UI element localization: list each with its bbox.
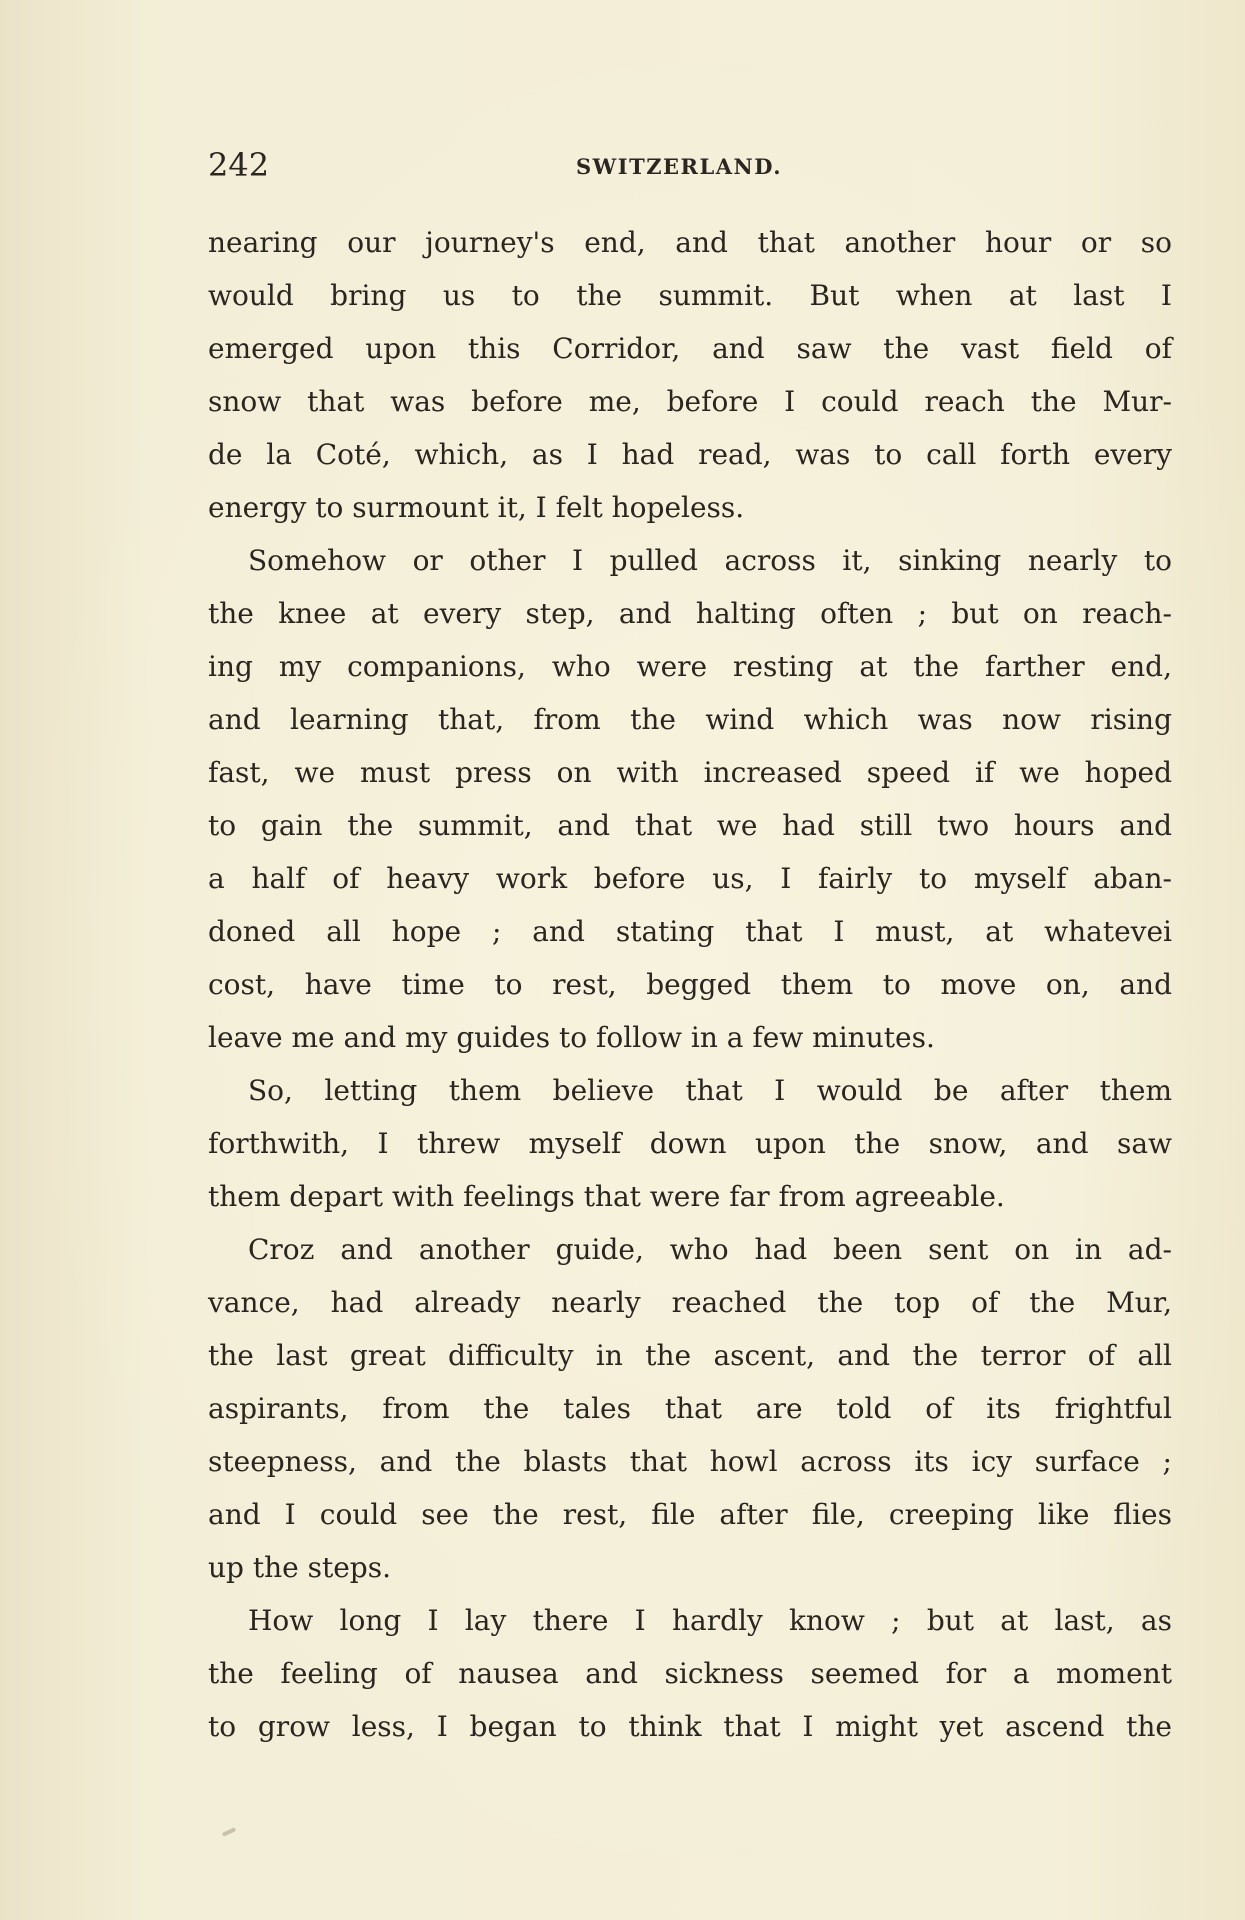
page-number: 242	[208, 146, 270, 184]
text-line: doned all hope ; and stating that I must, at whatevei	[208, 915, 1172, 948]
text-line: fast, we must press on with increased speed if we hoped	[208, 756, 1172, 789]
text-line: leave me and my guides to follow in a few minutes.	[208, 1021, 935, 1054]
body-text	[208, 216, 1172, 1753]
text-line: cost, have time to rest, begged them to move on, and	[208, 968, 1172, 1001]
text-line: de la Coté, which, as I had read, was to call forth every	[208, 438, 1172, 471]
paragraph-first-line: Croz and another guide, who had been sent on in ad-	[248, 1233, 1172, 1266]
text-line: energy to surmount it, I felt hopeless.	[208, 491, 745, 524]
text-line: to gain the summit, and that we had still two hours and	[208, 809, 1172, 842]
paragraph-first-line: So, letting them believe that I would be after them	[248, 1074, 1172, 1107]
text-line: snow that was before me, before I could reach the Mur-	[208, 385, 1172, 418]
text-line: the last great difficulty in the ascent, and the terror of all	[208, 1339, 1172, 1372]
text-line: would bring us to the summit. But when at last I	[208, 279, 1172, 312]
running-head: SWITZERLAND.	[576, 154, 783, 179]
page-header	[208, 140, 1166, 190]
text-line: steepness, and the blasts that howl across its icy surface ;	[208, 1445, 1172, 1478]
text-line: the knee at every step, and halting often ; but on reach-	[208, 597, 1172, 630]
text-line: vance, had already nearly reached the top of the Mur,	[208, 1286, 1172, 1319]
text-line: aspirants, from the tales that are told of its frightful	[208, 1392, 1172, 1425]
text-line: and I could see the rest, file after file, creeping like flies	[208, 1498, 1172, 1531]
text-line: nearing our journey's end, and that another hour or so	[208, 226, 1172, 259]
paragraph-first-line: How long I lay there I hardly know ; but at last, as	[248, 1604, 1172, 1637]
text-line: to grow less, I began to think that I might yet ascend the	[208, 1710, 1172, 1743]
paragraph-first-line: Somehow or other I pulled across it, sinking nearly to	[248, 544, 1172, 577]
text-line: emerged upon this Corridor, and saw the vast field of	[208, 332, 1172, 365]
text-line: and learning that, from the wind which was now rising	[208, 703, 1172, 736]
text-line: them depart with feelings that were far from agreeable.	[208, 1180, 1005, 1213]
ink-smudge	[222, 1827, 236, 1837]
text-line: the feeling of nausea and sickness seemed for a moment	[208, 1657, 1172, 1690]
text-line: a half of heavy work before us, I fairly to myself aban-	[208, 862, 1172, 895]
text-line: forthwith, I threw myself down upon the snow, and saw	[208, 1127, 1172, 1160]
text-line: up the steps.	[208, 1551, 391, 1584]
text-line: ing my companions, who were resting at the farther end,	[208, 650, 1172, 683]
